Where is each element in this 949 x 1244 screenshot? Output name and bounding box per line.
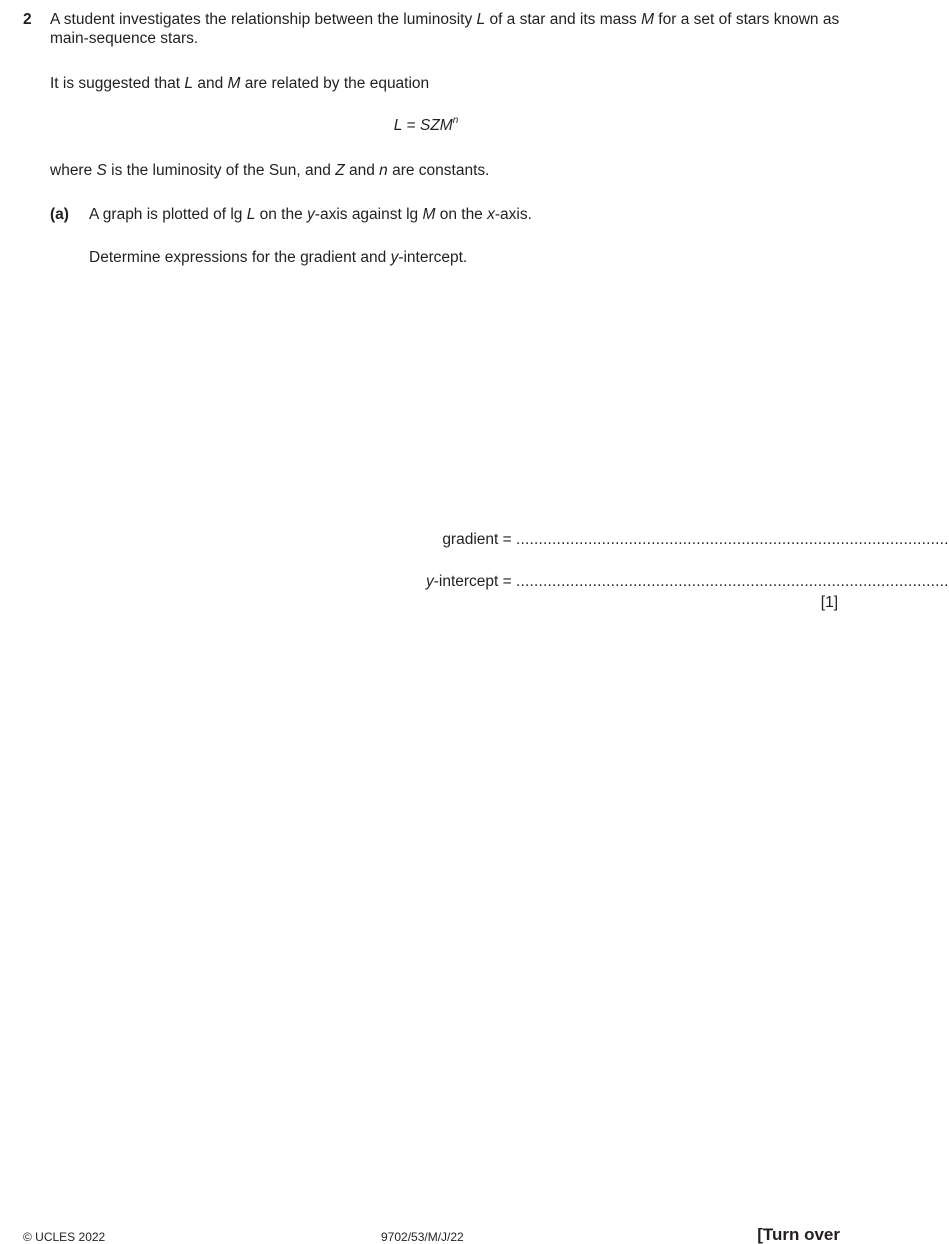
footer-copyright: © UCLES 2022: [23, 1230, 106, 1244]
intercept-answer-line[interactable]: [425, 572, 949, 591]
question-number: 2: [23, 11, 32, 28]
marks-allocation: [1]: [820, 594, 838, 611]
gradient-answer-line[interactable]: [442, 530, 949, 549]
footer-turn-over: [Turn over: [757, 1225, 840, 1244]
part-a-label: (a): [50, 206, 69, 223]
part-a-instruction: Determine expressions for the gradient and y-intercept.: [89, 249, 468, 266]
gradient-label: gradient =: [442, 531, 516, 548]
luminosity-equation: $L = SZM^n$: [393, 115, 459, 134]
variable-definitions: where S is the luminosity of the Sun, and Z and n are constants.: [50, 162, 490, 179]
intercept-label: y-intercept =: [425, 573, 516, 590]
gradient-answer-dots[interactable]: ................................................................................................: [516, 531, 949, 548]
intercept-answer-dots[interactable]: ................................................................................................: [516, 573, 949, 590]
part-a-statement: A graph is plotted of lg L on the y-axis against lg M on the x-axis.: [89, 206, 532, 223]
footer-paper-code: 9702/53/M/J/22: [381, 1230, 464, 1244]
relationship-statement: It is suggested that L and M are related by the equation: [50, 75, 430, 92]
question-intro: A student investigates the relationship between the luminosity L of a star and its mass M for a set of stars known as main-sequence stars.: [50, 11, 840, 47]
